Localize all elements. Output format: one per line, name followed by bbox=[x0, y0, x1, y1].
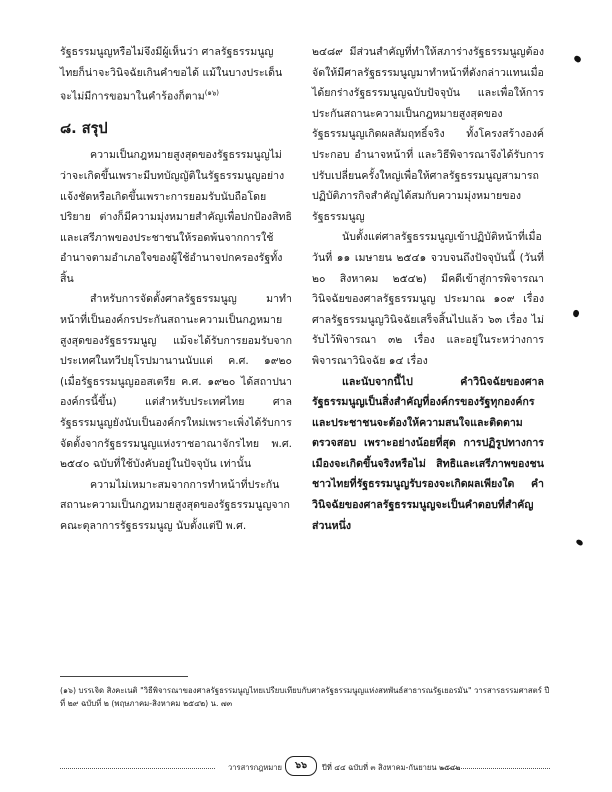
continued-line-2: ไทยก็น่าจะวินิจฉัยเกินคำขอได้ แม้ในบางประเด็น bbox=[60, 66, 283, 79]
summary-paragraph-3: ความไม่เหมาะสมจากการทำหน้าที่ประกันสถานะความเป็นกฎหมายสูงสุดของรัฐธรรมนูญจากคณะตุลาการรัฐธรรมนูญ นับตั้งแต่ปี พ.ศ. bbox=[60, 478, 290, 532]
footer-rule-left bbox=[60, 768, 215, 769]
left-column bbox=[60, 42, 292, 537]
summary-paragraph-6: และนับจากนี้ไป คำวินิจฉัยของศาลรัฐธรรมนูญเป็นสิ่งสำคัญที่องค์กรของรัฐทุกองค์กรและประชาชนจะต้องให้ความสนใจและติดตามตรวจสอบ เพราะอย่างน้อยที่สุด การปฏิรูปทางการเมืองจะเกิดขึ้นจริงหรือไม่ สิทธิและเสรีภาพของชนชาวไทยที่รัฐธรรมนูญรับรองจะเกิดผลเพียงใด คำวินิจฉัยของศาลรัฐธรรมนูญจะเป็นคำตอบที่สำคัญส่วนหนึ่ง bbox=[312, 375, 544, 532]
ink-speck bbox=[573, 55, 582, 63]
page-footer bbox=[60, 760, 550, 778]
ink-speck bbox=[575, 539, 583, 546]
footnote bbox=[60, 684, 550, 710]
summary-paragraph-4: ๒๔๘๙ มีส่วนสำคัญที่ทำให้สภาร่างรัฐธรรมนูญต้องจัดให้มีศาลรัฐธรรมนูญมาทำหน้าที่ดังกล่าวแทนเมื่อได้ยกร่างรัฐธรรมนูญฉบับปัจจุบัน และเพื่อให้การประกันสถานะความเป็นกฎหมายสูงสุดของรัฐธรรมนูญเกิดผลสัมฤทธิ์จริง ทั้งโครงสร้างองค์ประกอบ อำนาจหน้าที่ และวิธีพิจารณาจึงได้รับการปรับเปลี่ยนครั้งใหญ่เพื่อให้ศาลรัฐธรรมนูญสามารถปฏิบัติภารกิจสำคัญได้สมกับความมุ่งหมายของรัฐธรรมนูญ bbox=[312, 46, 544, 223]
summary-paragraph-2: สำหรับการจัดตั้งศาลรัฐธรรมนูญ มาทำหน้าที่เป็นองค์กรประกันสถานะความเป็นกฎหมายสูงสุดของรัฐธรรมนูญ แม้จะได้รับการยอมรับจากประเทศในทวีปยุโรปมานานนับแต่ ค.ศ. ๑๙๒๐ (เมื่อรัฐธรรมนูญออสเตรีย ค.ศ. ๑๙๒๐ ได้สถาปนาองค์กรนี้ขึ้น) แต่สำหรับประเทศไทย ศาลรัฐธรรมนูญยังนับเป็นองค์กรใหม่เพราะเพิ่งได้รับการจัดตั้งจากรัฐธรรมนูญแห่งราชอาณาจักรไทย พ.ศ. ๒๕๔๐ ฉบับที่ใช้บังคับอยู่ในปัจจุบัน เท่านั้น bbox=[60, 293, 292, 471]
footer-issue: ปีที่ ๔๔ ฉบับที่ ๓ สิงหาคม-กันยายน ๒๕๔๒ bbox=[322, 763, 461, 772]
right-column bbox=[312, 42, 544, 536]
footnote-marker: (๑๖) bbox=[60, 686, 76, 695]
summary-paragraph-5: นับตั้งแต่ศาลรัฐธรรมนูญเข้าปฏิบัติหน้าที่เมื่อวันที่ ๑๑ เมษายน ๒๕๔๑ จวบจนถึงปัจจุบันนี้ (วันที่ ๒๐ สิงหาคม ๒๕๔๒) มีคดีเข้าสู่การพิจารณาวินิจฉัยของศาลรัฐธรรมนูญ ประมาณ ๑๐๙ เรื่อง ศาลรัฐธรรมนูญวินิจฉัยเสร็จสิ้นไปแล้ว ๖๓ เรื่อง ไม่รับไว้พิจารณา ๓๒ เรื่อง และอยู่ในระหว่างการพิจารณาวินิจฉัย ๑๔ เรื่อง bbox=[312, 231, 544, 367]
footnote-ref[interactable]: (๑๖) bbox=[204, 89, 220, 98]
continued-line-3-text: จะไม่มีการขอมาในคำร้องก็ตาม bbox=[60, 90, 205, 103]
continued-line-3 bbox=[60, 83, 292, 107]
page-number: ๖๖ bbox=[285, 756, 317, 776]
section-heading: ๘. สรุป bbox=[60, 121, 108, 138]
footnote-text: บรรเจิด สิงคะเนติ "วิธีพิจารณาของศาลรัฐธรรมนูญไทยเปรียบเทียบกับศาลรัฐธรรมนูญแห่งสหพันธ์สาธารณรัฐเยอรมัน" วารสารธรรมศาสตร์ ปีที่ ๒๙ ฉบับที่ ๒ (พฤษภาคม-สิงหาคม ๒๕๔๒) น. ๗๓ bbox=[60, 686, 550, 708]
footer-rule-right bbox=[442, 768, 550, 769]
continued-line-1: รัฐธรรมนูญหรือไม่จึงมีผู้เห็นว่า ศาลรัฐธรรมนูญ bbox=[60, 46, 274, 58]
ink-speck bbox=[572, 309, 580, 318]
summary-paragraph-1: ความเป็นกฎหมายสูงสุดของรัฐธรรมนูญไม่ว่าจะเกิดขึ้นเพราะมีบทบัญญัติในรัฐธรรมนูญอย่างแจ้งชัดหรือเกิดขึ้นเพราะการยอมรับนับถือโดยปริยาย ต่างก็มีความมุ่งหมายสำคัญเพื่อปกป้องสิทธิและเสรีภาพของประชาชนให้รอดพ้นจากการใช้อำนาจตามอำเภอใจของผู้ใช้อำนาจปกครองรัฐทั้งสิ้น bbox=[60, 149, 292, 285]
footnote-divider bbox=[60, 676, 188, 677]
footer-journal-name: วารสารกฎหมาย bbox=[228, 763, 283, 772]
